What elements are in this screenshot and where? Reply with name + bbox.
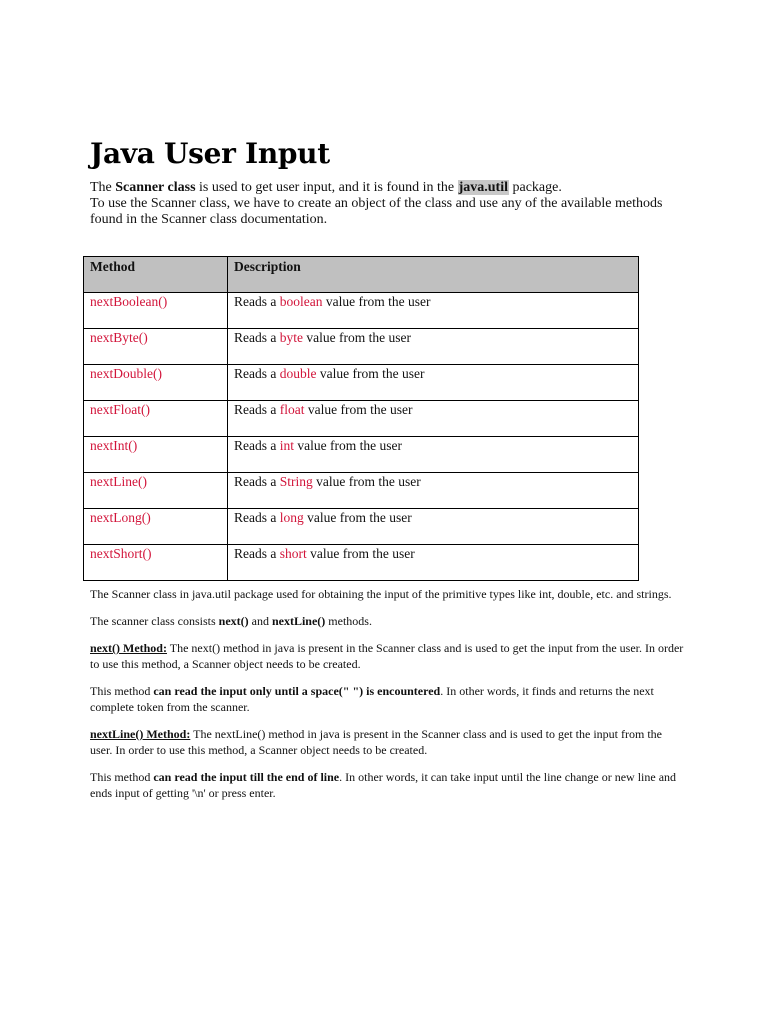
table-row [84,473,639,509]
description-cell: Reads a double value from the user [228,365,639,401]
header-description: Description [228,257,639,293]
java-util-highlight: java.util [458,180,508,195]
paragraph-next-behavior: This method can read the input only until a space(" ") is encountered. In other words, it finds and returns the next complete token from the scanner. [90,684,654,714]
description-cell: Reads a int value from the user [228,437,639,473]
table-row [84,401,639,437]
table-row [84,509,639,545]
table-row [84,365,639,401]
type-keyword: boolean [279,294,323,309]
paragraph-next-method: next() Method: The next() method in java is present in the Scanner class and is used to get the input from the user. In order to use this method, a Scanner object needs to be created. [90,641,684,671]
description-cell: Reads a short value from the user [228,545,639,581]
table-header-row [84,257,639,293]
body-text [90,586,685,812]
table-row [84,437,639,473]
table-row [84,329,639,365]
description-cell: Reads a String value from the user [228,473,639,509]
intro-line-2: To use the Scanner class, we have to create an object of the class and use any of the available methods found in the Scanner class documentation. [90,196,663,227]
intro-line-1: The Scanner class is used to get user input, and it is found in the java.util package. [90,180,562,195]
description-cell: Reads a boolean value from the user [228,293,639,329]
intro-text [90,180,690,228]
description-cell: Reads a float value from the user [228,401,639,437]
method-cell: nextShort() [84,545,228,581]
document-page [90,136,690,228]
method-cell: nextLine() [84,473,228,509]
table-row [84,545,639,581]
paragraph-scanner-methods: The scanner class consists next() and nextLine() methods. [90,614,372,628]
type-keyword: int [279,438,294,453]
type-keyword: String [279,474,313,489]
paragraph-scanner-overview: The Scanner class in java.util package used for obtaining the input of the primitive types like int, double, etc. and strings. [90,587,672,601]
type-keyword: double [279,366,317,381]
type-keyword: short [279,546,307,561]
method-cell: nextInt() [84,437,228,473]
description-cell: Reads a long value from the user [228,509,639,545]
method-cell: nextFloat() [84,401,228,437]
paragraph-nextline-behavior: This method can read the input till the end of line. In other words, it can take input until the line change or new line and ends input of getting '\n' or press enter. [90,770,677,800]
type-keyword: float [279,402,305,417]
paragraph-nextline-method: nextLine() Method: The nextLine() method in java is present in the Scanner class and is used to get the input from the user. In order to use this method, a Scanner object needs to be created. [90,727,662,757]
description-cell: Reads a byte value from the user [228,329,639,365]
method-cell: nextLong() [84,509,228,545]
page-title: Java User Input [90,137,330,170]
type-keyword: long [279,510,304,525]
scanner-class-term: Scanner class [115,180,196,195]
method-cell: nextByte() [84,329,228,365]
table-row [84,293,639,329]
header-method: Method [84,257,228,293]
type-keyword: byte [279,330,303,345]
method-cell: nextBoolean() [84,293,228,329]
nextline-method-heading: nextLine() Method: [90,727,191,741]
next-method-heading: next() Method: [90,641,167,655]
methods-table [83,256,639,581]
method-cell: nextDouble() [84,365,228,401]
